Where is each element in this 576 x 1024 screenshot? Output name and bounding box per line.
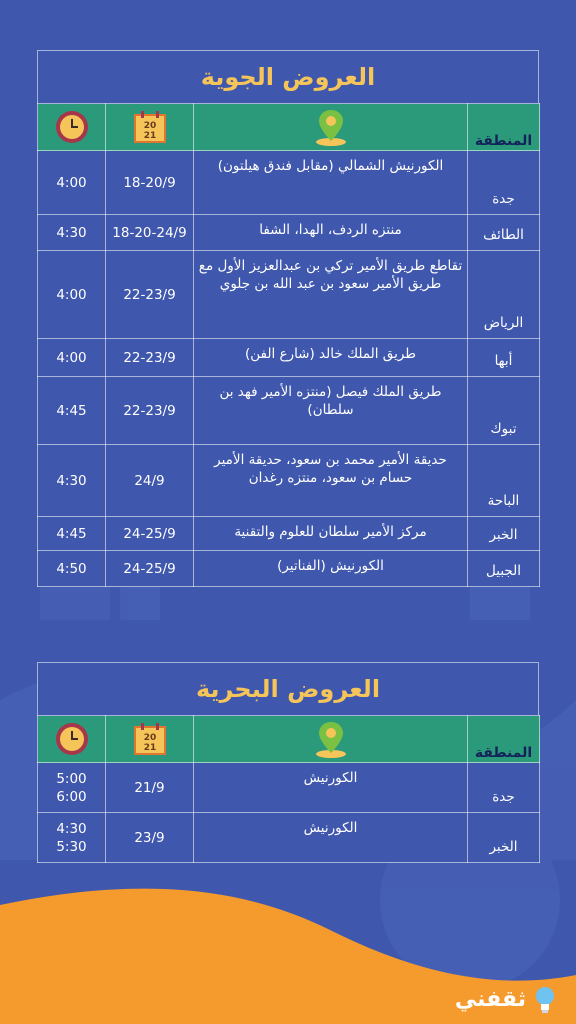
air-shows-table <box>37 103 540 587</box>
time-cell: 4:00 <box>38 251 106 339</box>
brand-logo <box>455 984 558 1014</box>
time-header <box>38 716 106 763</box>
location-cell: الكورنيش <box>194 763 468 813</box>
location-cell: تقاطع طريق الأمير تركي بن عبدالعزيز الأول مع طريق الأمير سعود بن عبد الله بن جلوي <box>194 251 468 339</box>
clock-icon <box>54 109 90 145</box>
date-cell: 18-20/9 <box>106 151 194 215</box>
clock-icon <box>54 721 90 757</box>
location-cell: طريق الملك فيصل (منتزه الأمير فهد بن سلطان) <box>194 377 468 445</box>
location-header <box>194 104 468 151</box>
date-cell: 24-25/9 <box>106 517 194 551</box>
calendar-icon-text-2: 21 <box>143 131 156 141</box>
lightbulb-icon <box>532 984 558 1014</box>
air-shows-title: العروض الجوية <box>37 50 539 103</box>
region-cell: جدة <box>468 151 540 215</box>
location-header <box>194 716 468 763</box>
table-row <box>38 813 540 863</box>
time-start: 5:00 <box>56 770 87 787</box>
date-cell: 23/9 <box>106 813 194 863</box>
region-cell: الخبر <box>468 813 540 863</box>
calendar-icon-text-1: 20 <box>143 733 156 743</box>
date-cell: 21/9 <box>106 763 194 813</box>
time-cell: 4:30 <box>38 215 106 251</box>
time-start: 4:30 <box>56 820 87 837</box>
time-cell <box>38 813 106 863</box>
sea-shows-table <box>37 715 540 863</box>
time-cell: 4:50 <box>38 551 106 587</box>
time-end: 6:00 <box>56 788 87 805</box>
table-row <box>38 445 540 517</box>
region-cell: الباحة <box>468 445 540 517</box>
location-cell: حديقة الأمير محمد بن سعود، حديقة الأمير حسام بن سعود، منتزه رغدان <box>194 445 468 517</box>
calendar-icon <box>133 110 167 144</box>
region-cell: الجبيل <box>468 551 540 587</box>
time-cell: 4:30 <box>38 445 106 517</box>
region-cell: تبوك <box>468 377 540 445</box>
region-cell: الخبر <box>468 517 540 551</box>
date-cell: 24-25/9 <box>106 551 194 587</box>
location-cell: طريق الملك خالد (شارع الفن) <box>194 339 468 377</box>
date-cell: 22-23/9 <box>106 339 194 377</box>
table-row <box>38 517 540 551</box>
location-pin-icon <box>312 107 350 147</box>
table-row <box>38 551 540 587</box>
time-cell: 4:00 <box>38 339 106 377</box>
time-cell: 4:45 <box>38 517 106 551</box>
location-cell: مركز الأمير سلطان للعلوم والتقنية <box>194 517 468 551</box>
sea-table-header <box>38 716 540 763</box>
air-shows-section <box>37 50 539 587</box>
location-cell: منتزه الردف، الهدا، الشفا <box>194 215 468 251</box>
calendar-icon <box>133 722 167 756</box>
region-cell: أبها <box>468 339 540 377</box>
table-row <box>38 251 540 339</box>
table-row <box>38 339 540 377</box>
time-cell: 4:45 <box>38 377 106 445</box>
air-table-header <box>38 104 540 151</box>
time-cell: 4:00 <box>38 151 106 215</box>
table-row <box>38 215 540 251</box>
location-cell: الكورنيش (الفناتير) <box>194 551 468 587</box>
table-row <box>38 151 540 215</box>
date-cell: 24/9 <box>106 445 194 517</box>
region-cell: جدة <box>468 763 540 813</box>
calendar-icon-text-1: 20 <box>143 121 156 131</box>
time-cell <box>38 763 106 813</box>
date-cell: 22-23/9 <box>106 377 194 445</box>
date-cell: 18-20-24/9 <box>106 215 194 251</box>
table-row <box>38 377 540 445</box>
location-cell: الكورنيش الشمالي (مقابل فندق هيلتون) <box>194 151 468 215</box>
table-row <box>38 763 540 813</box>
region-header: المنطقة <box>468 716 540 763</box>
time-header <box>38 104 106 151</box>
location-pin-icon <box>312 719 350 759</box>
date-header <box>106 716 194 763</box>
date-cell: 22-23/9 <box>106 251 194 339</box>
location-cell: الكورنيش <box>194 813 468 863</box>
time-end: 5:30 <box>56 838 87 855</box>
sea-shows-title: العروض البحرية <box>37 662 539 715</box>
sea-shows-section <box>37 662 539 863</box>
date-header <box>106 104 194 151</box>
region-cell: الرياض <box>468 251 540 339</box>
region-cell: الطائف <box>468 215 540 251</box>
region-header: المنطقة <box>468 104 540 151</box>
brand-name: ثقفني <box>454 986 526 1012</box>
calendar-icon-text-2: 21 <box>143 743 156 753</box>
